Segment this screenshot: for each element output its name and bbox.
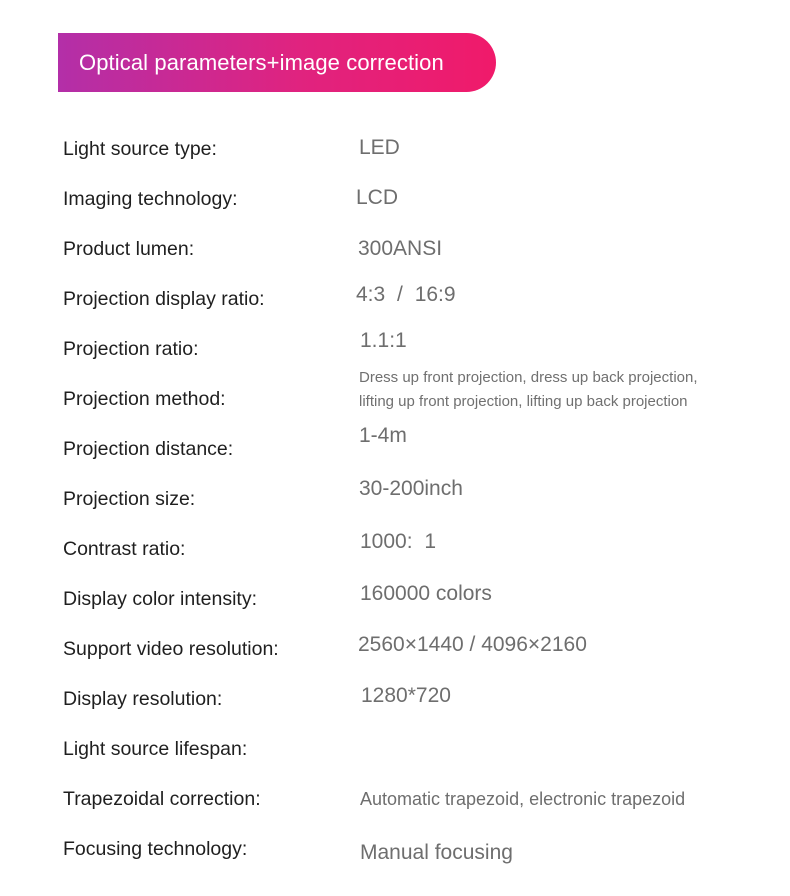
spec-label-imaging-technology: Imaging technology: bbox=[63, 188, 238, 210]
spec-value-contrast-ratio: 1000: 1 bbox=[360, 530, 437, 553]
spec-value-display-color-intensity: 160000 colors bbox=[360, 582, 492, 605]
spec-label-projection-ratio: Projection ratio: bbox=[63, 338, 199, 360]
spec-label-contrast-ratio: Contrast ratio: bbox=[63, 538, 186, 560]
spec-value-support-video-resolution: 2560×1440 / 4096×2160 bbox=[358, 633, 587, 656]
section-banner bbox=[58, 33, 496, 92]
spec-value-light-source-type: LED bbox=[359, 136, 400, 159]
section-title: Optical parameters+image correction bbox=[79, 49, 444, 75]
spec-value-projection-method-line: Dress up front projection, dress up back projection, bbox=[359, 369, 698, 386]
spec-label-display-color-intensity: Display color intensity: bbox=[63, 588, 257, 610]
spec-label-trapezoidal-correction: Trapezoidal correction: bbox=[63, 788, 261, 810]
spec-value-product-lumen: 300ANSI bbox=[358, 237, 443, 260]
spec-value-projection-ratio: 1.1:1 bbox=[360, 329, 407, 352]
spec-label-focusing-technology: Focusing technology: bbox=[63, 838, 248, 860]
spec-value-focusing-technology: Manual focusing bbox=[360, 841, 513, 864]
spec-value-projection-method bbox=[359, 366, 759, 414]
spec-value-projection-distance: 1-4m bbox=[359, 424, 407, 447]
spec-label-support-video-resolution: Support video resolution: bbox=[63, 638, 279, 660]
spec-label-product-lumen: Product lumen: bbox=[63, 238, 195, 260]
spec-value-imaging-technology: LCD bbox=[356, 186, 399, 209]
spec-label-projection-display-ratio: Projection display ratio: bbox=[63, 288, 265, 310]
spec-value-display-resolution: 1280*720 bbox=[361, 684, 451, 707]
spec-label-projection-size: Projection size: bbox=[63, 488, 196, 510]
spec-label-display-resolution: Display resolution: bbox=[63, 688, 223, 710]
spec-value-projection-size: 30-200inch bbox=[359, 477, 463, 500]
spec-value-projection-display-ratio: 4:3 / 16:9 bbox=[356, 283, 456, 306]
spec-label-light-source-type: Light source type: bbox=[63, 138, 217, 160]
spec-value-projection-method-line: lifting up front projection, lifting up back projection bbox=[359, 393, 688, 410]
spec-label-light-source-lifespan: Light source lifespan: bbox=[63, 738, 248, 760]
spec-label-projection-distance: Projection distance: bbox=[63, 438, 234, 460]
spec-value-trapezoidal-correction: Automatic trapezoid, electronic trapezoid bbox=[360, 789, 686, 809]
spec-label-projection-method: Projection method: bbox=[63, 388, 226, 410]
